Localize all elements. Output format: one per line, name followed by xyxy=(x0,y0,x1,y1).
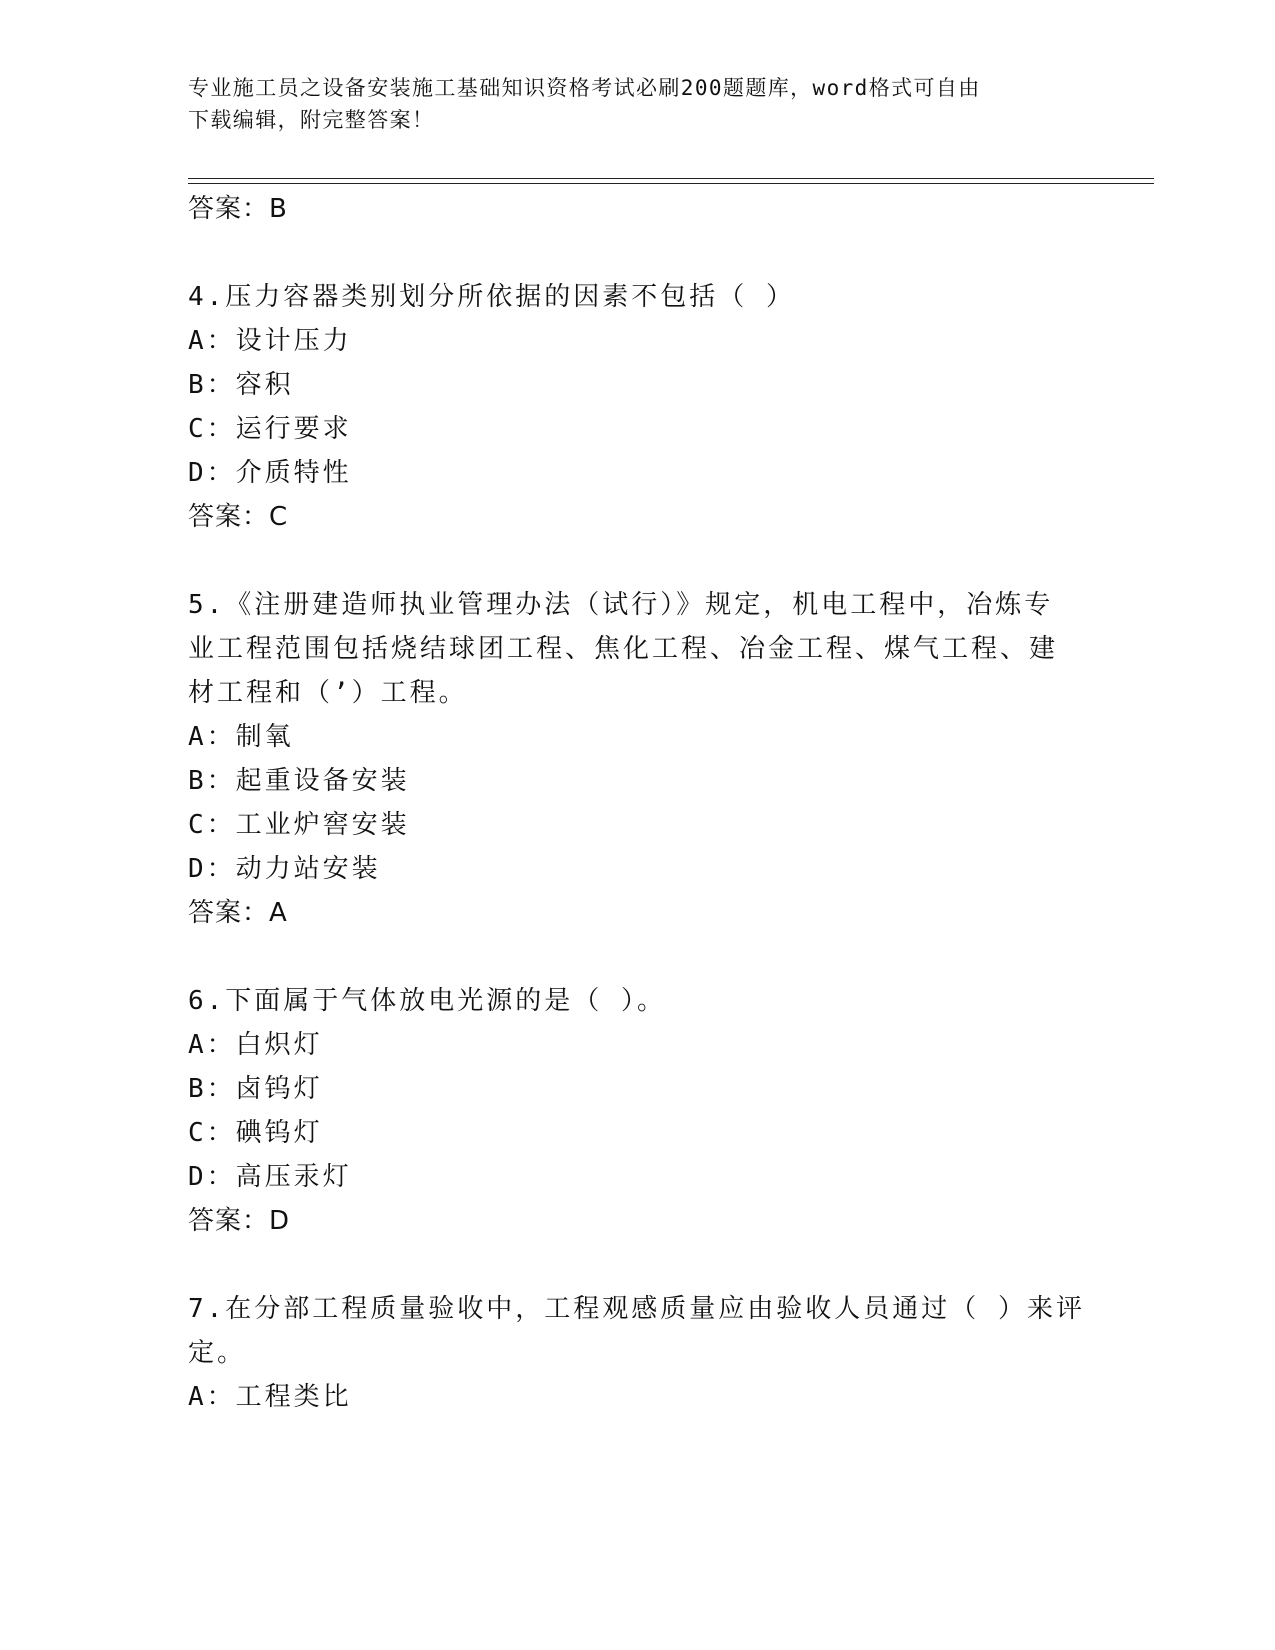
question-5-answer: 答案：A xyxy=(188,898,288,928)
question-4-text: 4.压力容器类别划分所依据的因素不包括（ ） xyxy=(188,282,795,312)
question-6-answer: 答案：D xyxy=(188,1206,291,1236)
question-6-option-c: C：碘钨灯 xyxy=(188,1118,323,1148)
question-5-option-b: B：起重设备安装 xyxy=(188,766,410,796)
question-5-option-a: A：制氧 xyxy=(188,722,294,752)
question-6-option-d: D：高压汞灯 xyxy=(188,1162,352,1192)
question-5-option-d: D：动力站安装 xyxy=(188,854,381,884)
answer-q3: 答案：B xyxy=(188,194,288,224)
header-line-1: 专业施工员之设备安装施工基础知识资格考试必刷200题题库，word格式可自由 xyxy=(188,76,981,100)
question-4-option-b: B：容积 xyxy=(188,370,294,400)
question-6-option-b: B：卤钨灯 xyxy=(188,1074,323,1104)
question-4-option-a: A：设计压力 xyxy=(188,326,352,356)
question-4-option-d: D：介质特性 xyxy=(188,458,352,488)
question-7-text-line-1: 7.在分部工程质量验收中，工程观感质量应由验收人员通过（ ）来评 xyxy=(188,1294,1085,1324)
question-6-text: 6.下面属于气体放电光源的是（ ）。 xyxy=(188,986,666,1016)
question-7-text-line-2: 定。 xyxy=(188,1338,247,1368)
document-header xyxy=(188,72,1068,136)
question-5-text-line-3: 材工程和（’）工程。 xyxy=(188,678,468,708)
question-5-option-c: C：工业炉窖安装 xyxy=(188,810,410,840)
question-4-option-c: C：运行要求 xyxy=(188,414,352,444)
header-line-2: 下载编辑，附完整答案！ xyxy=(188,108,435,132)
question-6-option-a: A：白炽灯 xyxy=(188,1030,323,1060)
question-4-answer: 答案：C xyxy=(188,502,289,532)
question-7-option-a: A：工程类比 xyxy=(188,1382,352,1412)
question-5-text-line-2: 业工程范围包括烧结球团工程、焦化工程、冶金工程、煤气工程、建 xyxy=(188,634,1059,664)
question-5-text-line-1: 5.《注册建造师执业管理办法（试行）》规定，机电工程中，冶炼专 xyxy=(188,590,1054,620)
header-divider xyxy=(188,178,1154,184)
